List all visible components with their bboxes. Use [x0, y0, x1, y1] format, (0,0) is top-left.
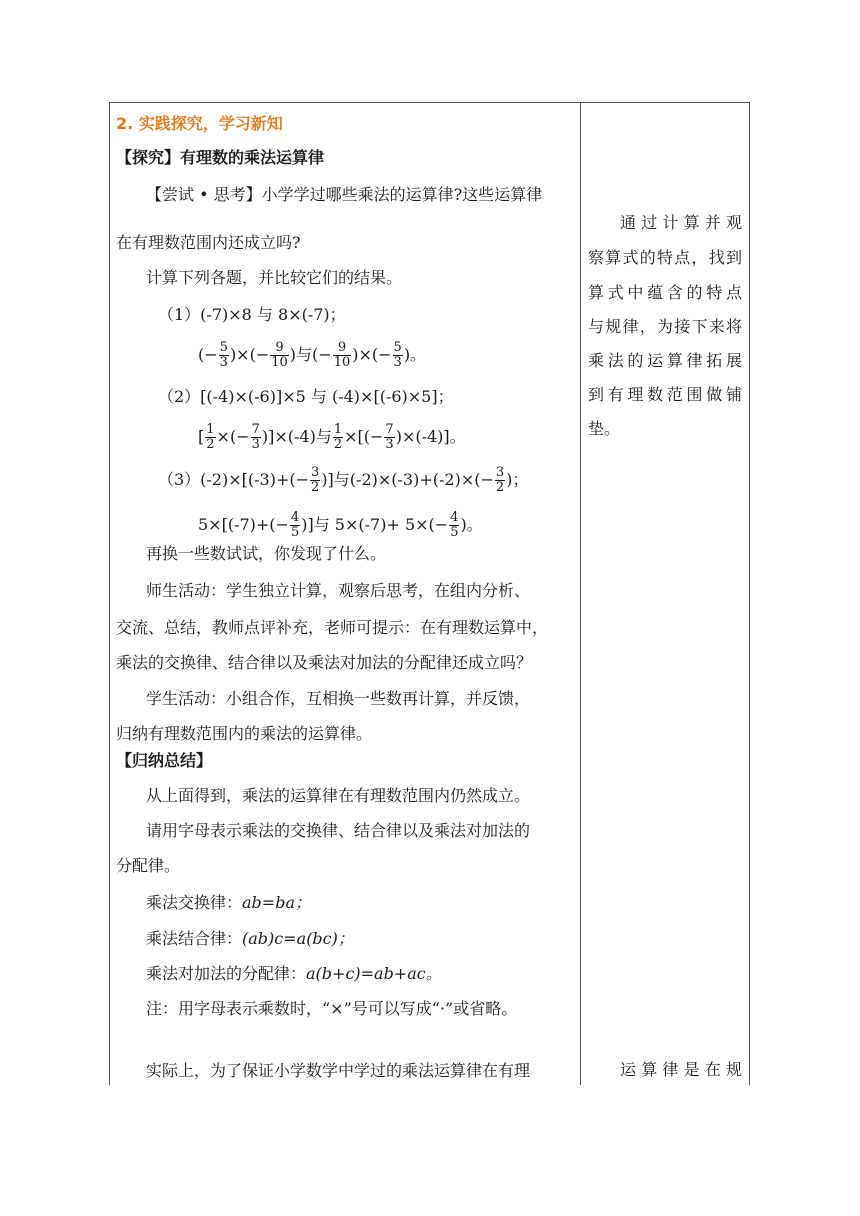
summary-heading: 【归纳总结】	[116, 751, 213, 770]
activity1-line-2: 交流、总结，教师点评补充，老师可提示：在有理数运算中，	[116, 618, 549, 637]
exercise-1b: (− $\frac{5}{3}$ )×(− $\frac{9}{10}$ )与(− $\frac{9}{10}$ )×(− $\frac{5}{3}$ )。	[198, 340, 427, 370]
side-note-line: 乘法的运算律拓展	[588, 351, 742, 370]
activity2-line-1: 学生活动：小组合作，互相换一些数再计算，并反馈，	[146, 689, 531, 708]
try-tag: 【尝试 • 思考】	[146, 185, 262, 204]
summary-line-1: 从上面得到，乘法的运算律在有理数范围内仍然成立。	[146, 786, 531, 805]
section-title: 2. 实践探究，学习新知	[116, 114, 283, 133]
law-distributive-expr: a(b+c)=ab+ac。	[306, 964, 442, 983]
try-question-text: 小学学过哪些乘法的运算律?这些运算律	[261, 185, 543, 204]
exercise-2a: （2）[(-4)×(-6)]×5 与 (-4)×[(-6)×5]；	[158, 387, 454, 406]
activity1-line-3: 乘法的交换律、结合律以及乘法对加法的分配律还成立吗？	[116, 653, 533, 672]
fraction: $\frac{3}{2}$	[311, 465, 320, 495]
fraction: $\frac{7}{3}$	[385, 422, 394, 452]
last-line: 实际上，为了保证小学数学中学过的乘法运算律在有理	[146, 1061, 531, 1080]
side-note-line: 察算式的特点，找到	[588, 248, 742, 267]
explore-heading: 【探究】有理数的乘法运算律	[116, 148, 325, 167]
fraction: $\frac{7}{3}$	[251, 422, 260, 452]
fraction: $\frac{5}{3}$	[219, 340, 228, 370]
try-more: 再换一些数试试，你发现了什么。	[146, 544, 387, 563]
law-commutative: 乘法交换律：ab=ba；	[146, 893, 311, 912]
exercise-2b: [ $\frac{1}{2}$ ×(− $\frac{7}{3}$ )]×(-4)与 $\frac{1}{2}$ ×[(− $\frac{7}{3}$ )×(-4)]。	[198, 422, 466, 452]
try-question-line-2: 在有理数范围内还成立吗?	[116, 233, 301, 252]
fraction: $\frac{4}{5}$	[450, 510, 459, 540]
exercise-3a: （3）(-2)×[(-3)+(− $\frac{3}{2}$ )]与(-2)×(-3)+(-2)×(− $\frac{3}{2}$ )；	[158, 465, 529, 495]
note: 注：用字母表示乘数时，“×”号可以写成“·”或省略。	[146, 999, 518, 1018]
side-note-line: 算式中蕴含的特点	[588, 283, 742, 302]
activity2-line-2: 归纳有理数范围内的乘法的运算律。	[116, 724, 373, 743]
side-note-line: 与规律，为接下来将	[588, 317, 742, 336]
side-note-bottom: 运算律是在规	[620, 1060, 742, 1079]
exercise-3b: 5×[(-7)+(− $\frac{4}{5}$ )]与 5×(-7)+ 5×(− $\frac{4}{5}$ )。	[198, 510, 483, 540]
column-divider	[580, 102, 581, 1085]
fraction: $\frac{4}{5}$	[290, 510, 300, 540]
side-note-line: 到有理数范围做铺	[588, 385, 742, 404]
side-note-line: 通过计算并观	[620, 213, 742, 232]
law-distributive: 乘法对加法的分配律：a(b+c)=ab+ac。	[146, 964, 442, 983]
fraction: $\frac{3}{2}$	[495, 465, 505, 495]
try-question-line-1	[146, 184, 542, 206]
fraction: $\frac{5}{3}$	[393, 340, 402, 370]
fraction: $\frac{9}{10}$	[333, 340, 351, 370]
activity1-line-1: 师生活动：学生独立计算，观察后思考，在组内分析、	[146, 581, 531, 600]
law-associative-expr: (ab)c=a(bc)；	[242, 929, 354, 948]
summary-line-3: 分配律。	[116, 856, 181, 875]
law-associative: 乘法结合律：(ab)c=a(bc)；	[146, 929, 354, 948]
fraction: $\frac{9}{10}$	[271, 340, 288, 370]
law-commutative-expr: ab=ba；	[242, 893, 311, 912]
fraction: $\frac{1}{2}$	[206, 422, 215, 452]
side-note-line: 垫。	[588, 419, 621, 438]
summary-line-2: 请用字母表示乘法的交换律、结合律以及乘法对加法的	[146, 821, 531, 840]
calc-prompt: 计算下列各题，并比较它们的结果。	[146, 268, 403, 287]
fraction: $\frac{1}{2}$	[333, 422, 343, 452]
exercise-1a: （1）(-7)×8 与 8×(-7)；	[158, 305, 346, 324]
